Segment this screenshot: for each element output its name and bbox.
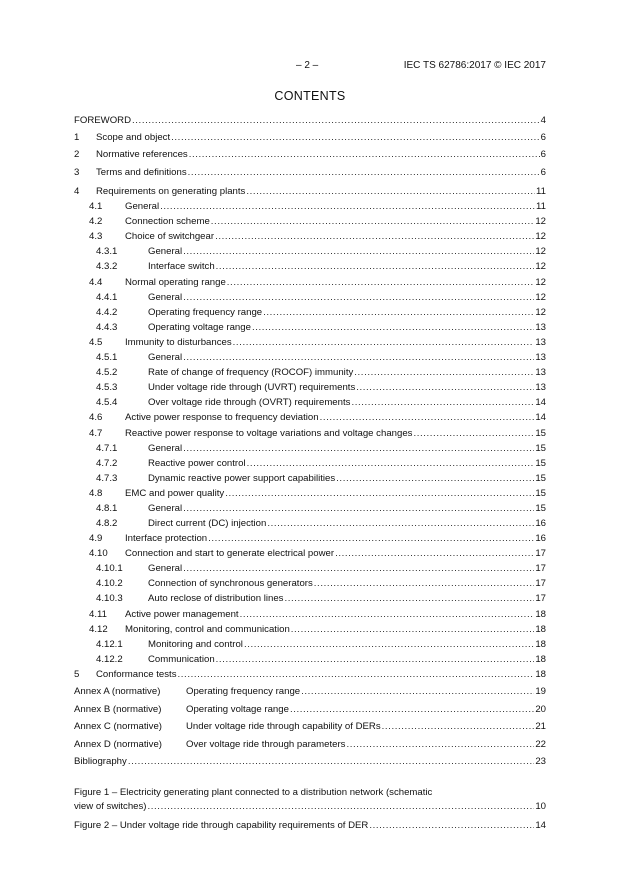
toc-entry-number: 4.4.2 bbox=[96, 307, 118, 318]
standard-reference: IEC TS 62786:2017 © IEC 2017 bbox=[403, 60, 546, 71]
toc-leader-dots bbox=[320, 412, 535, 423]
toc-entry-number: 4.11 bbox=[89, 609, 107, 620]
toc-entry-label: Direct current (DC) injection bbox=[148, 518, 267, 529]
toc-entry-number: 4 bbox=[74, 186, 80, 197]
toc-entry-label: Interface switch bbox=[148, 261, 215, 272]
toc-entry[interactable] bbox=[74, 441, 546, 454]
toc-entry[interactable] bbox=[74, 275, 546, 288]
toc-entry-number: Annex D (normative) bbox=[74, 739, 162, 750]
toc-leader-dots bbox=[183, 503, 534, 514]
toc-leader-dots bbox=[216, 261, 535, 272]
toc-entry-page: 13 bbox=[535, 382, 546, 393]
toc-entry-page: 11 bbox=[536, 201, 546, 212]
toc-entry-label: Rate of change of frequency (ROCOF) immunity bbox=[148, 367, 354, 378]
toc-entry-label: Reactive power control bbox=[148, 458, 246, 469]
toc-entry-page: 13 bbox=[535, 337, 546, 348]
toc-entry-label: Active power response to frequency deviation bbox=[125, 412, 319, 423]
toc-entry-page: 15 bbox=[535, 458, 546, 469]
figure-entry-page: 10 bbox=[535, 801, 546, 812]
toc-entry[interactable] bbox=[74, 199, 546, 212]
toc-leader-dots bbox=[290, 704, 534, 715]
toc-entry-page: 13 bbox=[535, 322, 546, 333]
toc-entry[interactable] bbox=[74, 410, 546, 423]
toc-entry-number: 4.5.4 bbox=[96, 397, 118, 408]
toc-entry-page: 18 bbox=[535, 624, 546, 635]
toc-entry-page: 15 bbox=[535, 428, 546, 439]
toc-entry-label: General bbox=[148, 352, 183, 363]
toc-leader-dots bbox=[178, 669, 535, 680]
toc-leader-dots bbox=[211, 216, 535, 227]
toc-entry-number: 4.10 bbox=[89, 548, 108, 559]
toc-entry-number: 4.4.1 bbox=[96, 292, 118, 303]
toc-entry-number: 4.2 bbox=[89, 216, 103, 227]
toc-entry-label: Scope and object bbox=[96, 132, 171, 143]
toc-entry-page: 12 bbox=[535, 307, 546, 318]
toc-leader-dots bbox=[240, 609, 535, 620]
toc-entry-page: 6 bbox=[540, 132, 546, 143]
toc-entry-number: 4.9 bbox=[89, 533, 103, 544]
toc-leader-dots bbox=[171, 132, 540, 143]
toc-entry-label: Interface protection bbox=[125, 533, 208, 544]
toc-entry[interactable] bbox=[74, 702, 546, 715]
toc-entry[interactable] bbox=[74, 244, 546, 257]
toc-leader-dots bbox=[246, 186, 535, 197]
toc-entry-page: 19 bbox=[535, 686, 546, 697]
toc-entry-number: Annex C (normative) bbox=[74, 721, 162, 732]
toc-entry-page: 23 bbox=[535, 756, 546, 767]
toc-entry-number: 5 bbox=[74, 669, 80, 680]
toc-leader-dots bbox=[208, 533, 534, 544]
toc-entry[interactable] bbox=[74, 165, 546, 178]
toc-entry-number: 3 bbox=[74, 167, 80, 178]
toc-entry-number: 4.5 bbox=[89, 337, 103, 348]
toc-entry-page: 20 bbox=[535, 704, 546, 715]
toc-entry[interactable] bbox=[74, 637, 546, 650]
toc-entry[interactable] bbox=[74, 214, 546, 227]
toc-entry-label: General bbox=[148, 563, 183, 574]
toc-entry-page: 14 bbox=[535, 412, 546, 423]
toc-entry[interactable] bbox=[74, 380, 546, 393]
toc-leader-dots bbox=[132, 115, 540, 126]
figure-leader-dots bbox=[148, 801, 535, 812]
toc-leader-dots bbox=[267, 518, 534, 529]
toc-leader-dots bbox=[247, 458, 535, 469]
toc-entry-number: 4.10.3 bbox=[96, 593, 123, 604]
toc-entry-number: 4.4 bbox=[89, 277, 103, 288]
toc-entry-page: 6 bbox=[540, 149, 546, 160]
toc-entry-page: 17 bbox=[535, 593, 546, 604]
toc-entry[interactable] bbox=[74, 591, 546, 604]
toc-entry-page: 17 bbox=[535, 578, 546, 589]
toc-leader-dots bbox=[301, 686, 534, 697]
toc-entry-number: 4.10.2 bbox=[96, 578, 123, 589]
toc-entry-page: 15 bbox=[535, 503, 546, 514]
toc-entry[interactable] bbox=[74, 684, 546, 697]
toc-entry[interactable] bbox=[74, 147, 546, 160]
toc-entry[interactable] bbox=[74, 754, 546, 767]
toc-entry-label: Bibliography bbox=[74, 756, 127, 767]
toc-entry[interactable] bbox=[74, 113, 546, 126]
toc-entry-label: Reactive power response to voltage variations and voltage changes bbox=[125, 428, 413, 439]
toc-entry-number: 1 bbox=[74, 132, 80, 143]
toc-entry-number: 4.1 bbox=[89, 201, 103, 212]
toc-entry[interactable] bbox=[74, 290, 546, 303]
toc-entry-number: 4.4.3 bbox=[96, 322, 118, 333]
toc-entry-label: Conformance tests bbox=[96, 669, 177, 680]
toc-entry-page: 16 bbox=[535, 533, 546, 544]
toc-entry-label: Connection scheme bbox=[125, 216, 210, 227]
toc-leader-dots bbox=[160, 201, 535, 212]
toc-entry[interactable] bbox=[74, 456, 546, 469]
toc-entry-number: 4.7.1 bbox=[96, 443, 118, 454]
toc-leader-dots bbox=[354, 367, 534, 378]
toc-entry-label: Operating voltage range bbox=[186, 704, 289, 715]
toc-entry[interactable] bbox=[74, 320, 546, 333]
toc-entry-page: 21 bbox=[535, 721, 546, 732]
toc-entry[interactable] bbox=[74, 546, 546, 559]
toc-entry-label: Terms and definitions bbox=[96, 167, 187, 178]
toc-entry-label: Choice of switchgear bbox=[125, 231, 215, 242]
toc-entry-page: 12 bbox=[535, 216, 546, 227]
toc-entry-number: 4.7.3 bbox=[96, 473, 118, 484]
toc-entry-number: 4.7 bbox=[89, 428, 103, 439]
toc-entry[interactable] bbox=[74, 576, 546, 589]
toc-entry-page: 13 bbox=[535, 367, 546, 378]
toc-entry-page: 15 bbox=[535, 473, 546, 484]
toc-entry-number: 4.8.1 bbox=[96, 503, 118, 514]
toc-leader-dots bbox=[183, 352, 534, 363]
toc-leader-dots bbox=[356, 382, 534, 393]
toc-entry-label: General bbox=[125, 201, 160, 212]
toc-entry[interactable] bbox=[74, 365, 546, 378]
toc-entry-page: 17 bbox=[535, 548, 546, 559]
toc-entry-page: 12 bbox=[535, 277, 546, 288]
toc-entry-label: General bbox=[148, 246, 183, 257]
toc-entry-label: Auto reclose of distribution lines bbox=[148, 593, 284, 604]
toc-entry-label: Requirements on generating plants bbox=[96, 186, 246, 197]
toc-entry[interactable] bbox=[74, 335, 546, 348]
toc-leader-dots bbox=[225, 488, 534, 499]
toc-entry-page: 12 bbox=[535, 246, 546, 257]
toc-entry[interactable] bbox=[74, 350, 546, 363]
toc-entry[interactable] bbox=[74, 719, 546, 732]
toc-entry-page: 12 bbox=[535, 292, 546, 303]
toc-entry-number: 4.8.2 bbox=[96, 518, 118, 529]
toc-entry-page: 18 bbox=[535, 609, 546, 620]
toc-entry-page: 15 bbox=[535, 443, 546, 454]
toc-leader-dots bbox=[382, 721, 535, 732]
figure-1-caption-line1: Figure 1 – Electricity generating plant connected to a distribution network (schematic bbox=[74, 787, 433, 798]
toc-entry-label: Operating voltage range bbox=[148, 322, 251, 333]
toc-entry-label: Normative references bbox=[96, 149, 188, 160]
toc-entry-page: 12 bbox=[535, 261, 546, 272]
toc-entry[interactable] bbox=[74, 501, 546, 514]
toc-entry-page: 18 bbox=[535, 669, 546, 680]
toc-entry-label: Connection of synchronous generators bbox=[148, 578, 313, 589]
toc-leader-dots bbox=[227, 277, 535, 288]
toc-entry-label: Operating frequency range bbox=[148, 307, 263, 318]
toc-leader-dots bbox=[128, 756, 535, 767]
toc-entry-number: Annex B (normative) bbox=[74, 704, 162, 715]
toc-entry[interactable] bbox=[74, 395, 546, 408]
toc-entry-label: Connection and start to generate electrical power bbox=[125, 548, 335, 559]
toc-entry-page: 13 bbox=[535, 352, 546, 363]
toc-entry-number: Annex A (normative) bbox=[74, 686, 161, 697]
toc-leader-dots bbox=[244, 639, 534, 650]
toc-entry-page: 11 bbox=[536, 186, 546, 197]
toc-entry-label: General bbox=[148, 503, 183, 514]
toc-leader-dots bbox=[263, 307, 534, 318]
toc-entry[interactable] bbox=[74, 305, 546, 318]
toc-leader-dots bbox=[215, 231, 534, 242]
toc-entry[interactable] bbox=[74, 471, 546, 484]
toc-leader-dots bbox=[216, 654, 535, 665]
toc-entry-label: Under voltage ride through (UVRT) requirements bbox=[148, 382, 356, 393]
toc-leader-dots bbox=[188, 167, 540, 178]
toc-entry-page: 15 bbox=[535, 488, 546, 499]
toc-entry[interactable] bbox=[74, 229, 546, 242]
toc-entry-number: 2 bbox=[74, 149, 80, 160]
toc-entry-number: 4.3.1 bbox=[96, 246, 118, 257]
toc-leader-dots bbox=[335, 548, 534, 559]
figure-list-entry[interactable] bbox=[74, 818, 546, 831]
toc-leader-dots bbox=[413, 428, 534, 439]
toc-entry-page: 18 bbox=[535, 654, 546, 665]
toc-entry-label: Over voltage ride through parameters bbox=[186, 739, 346, 750]
toc-entry-label: Dynamic reactive power support capabilities bbox=[148, 473, 336, 484]
page-number: – 2 – bbox=[296, 60, 319, 71]
toc-entry-label: FOREWORD bbox=[74, 115, 132, 126]
toc-entry-number: 4.12.2 bbox=[96, 654, 123, 665]
toc-entry-number: 4.8 bbox=[89, 488, 103, 499]
toc-leader-dots bbox=[346, 739, 534, 750]
toc-leader-dots bbox=[233, 337, 535, 348]
toc-leader-dots bbox=[284, 593, 534, 604]
toc-leader-dots bbox=[183, 246, 534, 257]
toc-entry[interactable] bbox=[74, 130, 546, 143]
toc-entry-label: General bbox=[148, 443, 183, 454]
page-header bbox=[74, 60, 546, 74]
toc-entry-label: Over voltage ride through (OVRT) requirements bbox=[148, 397, 351, 408]
toc-entry-label: Monitoring, control and communication bbox=[125, 624, 290, 635]
toc-entry-page: 4 bbox=[540, 115, 546, 126]
toc-entry-number: 4.12.1 bbox=[96, 639, 123, 650]
toc-entry-page: 18 bbox=[535, 639, 546, 650]
toc-entry[interactable] bbox=[74, 259, 546, 272]
toc-entry-number: 4.5.1 bbox=[96, 352, 118, 363]
toc-entry-number: 4.3 bbox=[89, 231, 103, 242]
toc-entry-label: Under voltage ride through capability of DERs bbox=[186, 721, 381, 732]
toc-entry[interactable] bbox=[74, 737, 546, 750]
toc-leader-dots bbox=[351, 397, 534, 408]
toc-entry[interactable] bbox=[74, 652, 546, 665]
toc-entry-page: 17 bbox=[535, 563, 546, 574]
figure-entry-label: view of switches) bbox=[74, 801, 147, 812]
toc-entry[interactable] bbox=[74, 561, 546, 574]
toc-entry-label: Active power management bbox=[125, 609, 239, 620]
toc-entry-number: 4.12 bbox=[89, 624, 108, 635]
figure-entry-label: Figure 2 – Under voltage ride through capability requirements of DER bbox=[74, 820, 369, 831]
toc-entry[interactable] bbox=[74, 667, 546, 680]
toc-entry-page: 22 bbox=[535, 739, 546, 750]
toc-entry-label: Communication bbox=[148, 654, 215, 665]
toc-entry-page: 12 bbox=[535, 231, 546, 242]
figure-leader-dots bbox=[369, 820, 534, 831]
toc-leader-dots bbox=[183, 443, 534, 454]
toc-leader-dots bbox=[252, 322, 534, 333]
contents-title: CONTENTS bbox=[274, 89, 346, 103]
toc-entry-number: 4.3.2 bbox=[96, 261, 118, 272]
toc-entry-page: 14 bbox=[535, 397, 546, 408]
toc-entry-number: 4.10.1 bbox=[96, 563, 123, 574]
toc-entry-number: 4.5.2 bbox=[96, 367, 118, 378]
toc-entry-page: 6 bbox=[540, 167, 546, 178]
toc-leader-dots bbox=[314, 578, 535, 589]
toc-entry-label: General bbox=[148, 292, 183, 303]
toc-entry-label: Immunity to disturbances bbox=[125, 337, 232, 348]
toc-leader-dots bbox=[183, 292, 534, 303]
toc-entry[interactable] bbox=[74, 516, 546, 529]
toc-entry-label: Monitoring and control bbox=[148, 639, 243, 650]
toc-entry-number: 4.5.3 bbox=[96, 382, 118, 393]
toc-leader-dots bbox=[183, 563, 534, 574]
toc-entry-number: 4.6 bbox=[89, 412, 103, 423]
figure-entry-page: 14 bbox=[535, 820, 546, 831]
toc-entry-label: EMC and power quality bbox=[125, 488, 225, 499]
toc-entry[interactable] bbox=[74, 531, 546, 544]
toc-entry-label: Normal operating range bbox=[125, 277, 226, 288]
toc-entry[interactable] bbox=[74, 607, 546, 620]
toc-entry-label: Operating frequency range bbox=[186, 686, 301, 697]
toc-entry-page: 16 bbox=[535, 518, 546, 529]
toc-entry[interactable] bbox=[74, 486, 546, 499]
toc-entry[interactable] bbox=[74, 184, 546, 197]
toc-entry[interactable] bbox=[74, 426, 546, 439]
toc-entry[interactable] bbox=[74, 622, 546, 635]
toc-leader-dots bbox=[189, 149, 540, 160]
toc-entry-number: 4.7.2 bbox=[96, 458, 118, 469]
toc-leader-dots bbox=[336, 473, 534, 484]
figure-list-entry[interactable] bbox=[74, 799, 546, 812]
toc-leader-dots bbox=[291, 624, 535, 635]
